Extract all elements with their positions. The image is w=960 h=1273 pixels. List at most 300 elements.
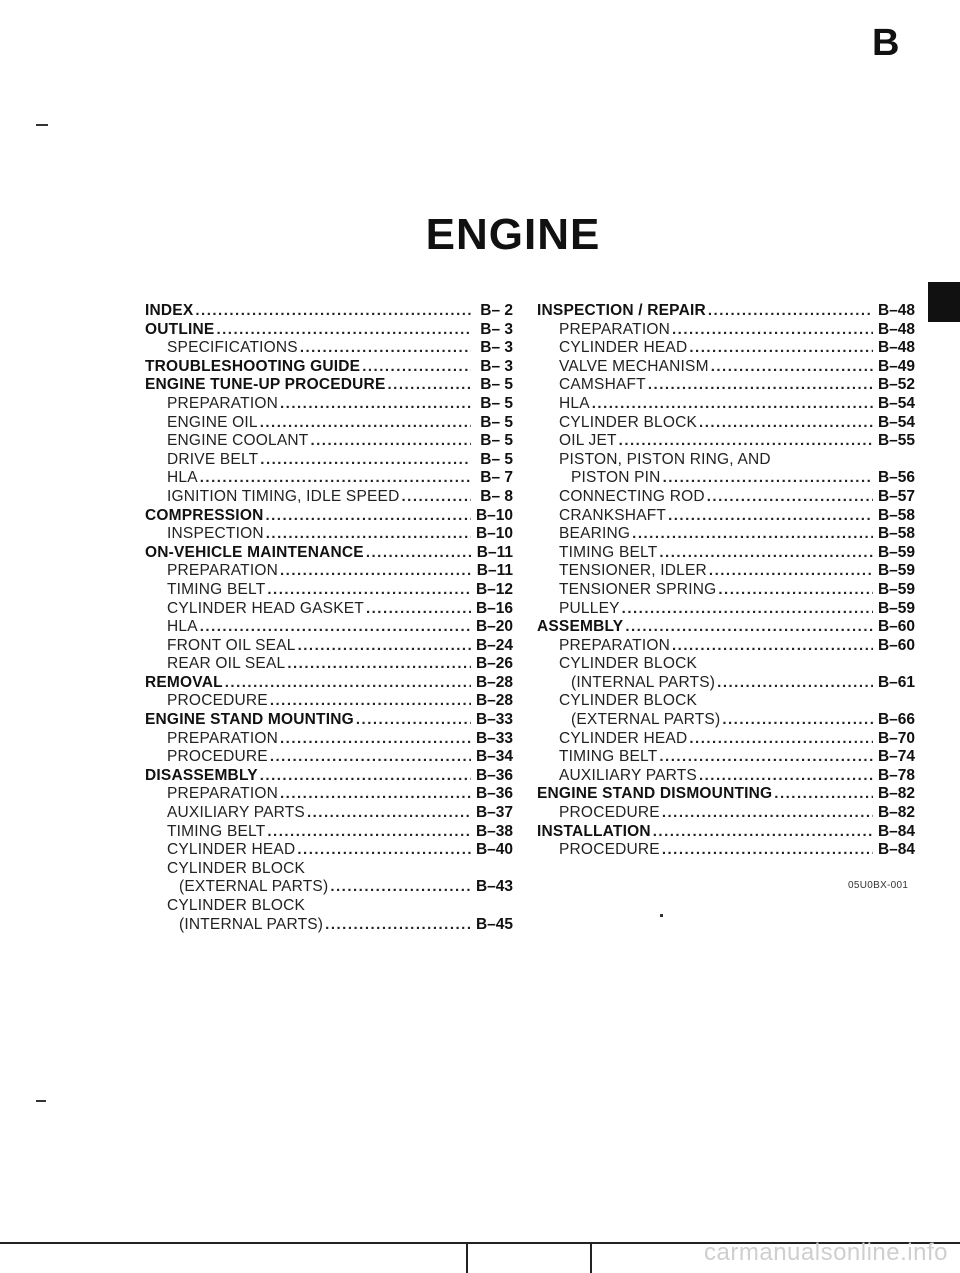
toc-page-number: B– 3 [480,339,513,357]
toc-label: (INTERNAL PARTS) [571,673,716,691]
toc-label: AUXILIARY PARTS [167,804,305,822]
toc-entry [537,376,915,395]
toc-row [145,358,513,377]
toc-page-number: B–20 [475,618,513,636]
toc-page-number: B–60 [877,636,915,654]
toc-row [145,878,513,897]
toc-leader-dots [280,730,471,749]
toc-entry [145,358,513,377]
toc-entry [537,451,915,488]
toc-leader-dots [689,730,873,749]
toc-row [537,600,915,619]
toc-row [145,767,513,786]
toc-row [145,544,513,563]
toc-leader-dots [717,674,873,693]
toc-leader-dots [711,358,873,377]
toc-leader-dots [270,748,471,767]
toc-entry [145,804,513,823]
toc-leader-dots [632,525,873,544]
toc-row [145,916,513,935]
toc-page-number: B– 5 [480,376,513,394]
toc-label: PULLEY [559,599,620,617]
toc-row [537,730,915,749]
toc-label: CYLINDER BLOCK [167,897,306,914]
toc-page-number: B–59 [877,543,915,561]
toc-row [145,637,513,656]
toc-page-number: B–82 [877,785,915,803]
toc-entry [537,785,915,804]
toc-leader-dots [668,507,873,526]
page-title: ENGINE [425,210,601,259]
toc-entry [537,637,915,656]
toc-leader-dots [267,581,471,600]
toc-label: PISTON, PISTON RING, AND [559,450,771,468]
toc-leader-dots [265,507,471,526]
toc-entry [537,544,915,563]
toc-leader-dots [401,488,471,507]
toc-label: CYLINDER BLOCK [167,859,306,877]
toc-leader-dots [200,618,471,637]
toc-leader-dots [388,376,472,395]
toc-label: IGNITION TIMING, IDLE SPEED [167,487,400,505]
toc-row [537,748,915,767]
toc-row [145,376,513,395]
toc-leader-dots [297,841,471,860]
toc-entry [145,767,513,786]
toc-entry [145,637,513,656]
toc-row [537,414,915,433]
toc-leader-dots [653,823,873,842]
toc-entry [145,376,513,395]
toc-page-number: B–57 [877,487,915,505]
toc-row [537,302,915,321]
toc-leader-dots [195,302,471,321]
toc-page-number: B–38 [475,822,513,840]
toc-page-number: B–66 [877,711,915,729]
toc-label: PROCEDURE [167,692,268,710]
toc-leader-dots [672,637,873,656]
toc-label: REMOVAL [145,673,223,691]
toc-row [537,562,915,581]
toc-row [145,488,513,507]
toc-leader-dots [267,823,471,842]
toc-leader-dots [270,692,471,711]
toc-entry [537,562,915,581]
toc-row [145,730,513,749]
toc-label: INSTALLATION [537,822,651,840]
toc-label: INSPECTION / REPAIR [537,302,706,319]
toc-row [537,655,915,674]
toc-entry [145,321,513,340]
toc-leader-dots [592,395,873,414]
toc-leader-dots [260,414,471,433]
toc-leader-dots [225,674,471,693]
toc-row [145,841,513,860]
toc-leader-dots [298,637,471,656]
toc-entry [537,730,915,749]
toc-row [537,692,915,711]
toc-leader-dots [260,451,471,470]
footer-tick [590,1242,592,1273]
toc-entry [145,562,513,581]
toc-page-number: B–59 [877,599,915,617]
toc-page-number: B– 7 [480,469,513,487]
toc-label: CYLINDER BLOCK [559,413,698,431]
toc-row [537,525,915,544]
toc-row [537,823,915,842]
toc-leader-dots [663,469,873,488]
toc-row [145,692,513,711]
toc-entry [537,823,915,842]
toc-left-column [145,302,513,934]
toc-entry [145,507,513,526]
toc-leader-dots [366,544,471,563]
toc-label: SPECIFICATIONS [167,339,298,357]
toc-entry [537,358,915,377]
toc-row [537,339,915,358]
toc-page-number: B–78 [877,766,915,784]
toc-leader-dots [622,600,873,619]
toc-page-number: B–28 [475,692,513,710]
toc-page-number: B–59 [877,580,915,598]
toc-entry [537,804,915,823]
watermark: carmanualsonline.info [704,1239,948,1266]
toc-label: CYLINDER BLOCK [559,692,698,710]
toc-page-number: B–52 [877,376,915,394]
toc-entry [145,432,513,451]
toc-page-number: B– 5 [480,432,513,450]
toc-leader-dots [366,600,471,619]
toc-page-number: B–55 [877,432,915,450]
toc-page-number: B–70 [877,729,915,747]
toc-leader-dots [330,878,471,897]
toc-page-number: B–54 [877,394,915,412]
toc-label: CYLINDER HEAD [559,339,688,357]
toc-entry [145,581,513,600]
toc-leader-dots [718,581,873,600]
toc-leader-dots [707,488,873,507]
footer-tick [466,1242,468,1273]
toc-page-number: B–48 [877,339,915,357]
toc-label: PREPARATION [167,562,279,580]
toc-label: PREPARATION [167,394,279,412]
toc-page-number: B–28 [475,673,513,691]
toc-leader-dots [659,748,873,767]
toc-entry [537,767,915,786]
toc-leader-dots [619,432,873,451]
toc-page-number: B–58 [877,506,915,524]
toc-page-number: B–60 [877,618,915,636]
toc-label: HLA [559,394,590,412]
toc-entry [145,302,513,321]
toc-page-number: B–56 [877,469,915,487]
toc-row [145,618,513,637]
toc-entry [537,432,915,451]
toc-entry [145,730,513,749]
toc-page-number: B–43 [475,878,513,896]
toc-label: DISASSEMBLY [145,766,258,784]
toc-row [145,395,513,414]
toc-label: COMPRESSION [145,506,264,524]
toc-leader-dots [699,767,873,786]
toc-label: PREPARATION [167,785,279,803]
toc-label: TIMING BELT [167,580,266,598]
toc-leader-dots [310,432,471,451]
toc-entry [145,655,513,674]
toc-page-number: B–48 [877,302,915,319]
toc-row [145,451,513,470]
toc-page-number: B–10 [475,506,513,524]
toc-entry [145,451,513,470]
toc-row [145,748,513,767]
toc-page-number: B–36 [475,766,513,784]
toc-leader-dots [708,302,873,321]
toc-label: CYLINDER BLOCK [559,655,698,673]
toc-row [537,507,915,526]
toc-entry [537,618,915,637]
toc-leader-dots [266,525,471,544]
toc-page-number: B–16 [475,599,513,617]
toc-label: PREPARATION [559,320,671,338]
toc-page-number: B–59 [877,562,915,580]
toc-row [537,767,915,786]
toc-entry [537,692,915,729]
toc-row [537,711,915,730]
toc-page-number: B–10 [475,525,513,543]
toc-row [145,339,513,358]
toc-leader-dots [648,376,873,395]
toc-row [537,841,915,860]
toc-label: PROCEDURE [559,841,660,859]
toc-page-number: B–36 [475,785,513,803]
toc-leader-dots [709,562,873,581]
toc-page-number: B–34 [475,748,513,766]
toc-leader-dots [699,414,873,433]
toc-label: ENGINE STAND DISMOUNTING [537,785,773,803]
toc-page-number: B–48 [877,320,915,338]
toc-entry [537,655,915,692]
toc-leader-dots [722,711,873,730]
toc-leader-dots [625,618,873,637]
toc-label: FRONT OIL SEAL [167,636,296,654]
toc-label: CYLINDER HEAD GASKET [167,599,364,617]
toc-entry [537,488,915,507]
toc-row [537,395,915,414]
toc-leader-dots [300,339,471,358]
toc-leader-dots [362,358,471,377]
speck [36,1100,46,1102]
toc-row [145,562,513,581]
toc-row [145,785,513,804]
toc-row [537,804,915,823]
toc-row [145,414,513,433]
toc-label: PREPARATION [559,636,671,654]
toc-label: OIL JET [559,432,617,450]
toc-entry [537,302,915,321]
toc-page-number: B–11 [476,543,513,561]
section-tab-marker [928,282,960,322]
toc-row [145,581,513,600]
toc-page-number: B– 5 [480,413,513,431]
toc-entry [145,785,513,804]
toc-row [537,451,915,470]
toc-label: (EXTERNAL PARTS) [571,711,721,729]
toc-label: AUXILIARY PARTS [559,766,697,784]
toc-label: TROUBLESHOOTING GUIDE [145,357,361,375]
toc-row [145,823,513,842]
toc-entry [145,414,513,433]
toc-leader-dots [672,321,873,340]
toc-entry [145,748,513,767]
toc-entry [537,600,915,619]
toc-page-number: B–49 [877,357,915,375]
figure-code: 05U0BX-001 [848,880,909,891]
toc-entry [145,544,513,563]
toc-right-column [537,302,915,860]
toc-page-number: B–45 [475,915,513,933]
toc-page-number: B–54 [877,413,915,431]
toc-entry [537,395,915,414]
toc-label: (INTERNAL PARTS) [179,915,324,933]
toc-label: INSPECTION [167,525,264,543]
toc-label: HLA [167,618,198,636]
toc-entry [145,618,513,637]
toc-row [145,674,513,693]
toc-row [145,655,513,674]
toc-row [145,525,513,544]
toc-leader-dots [325,916,471,935]
toc-page-number: B–82 [877,804,915,822]
toc-label: BEARING [559,525,631,543]
toc-label: TENSIONER SPRING [559,580,717,598]
toc-label: CRANKSHAFT [559,506,667,524]
toc-label: TIMING BELT [167,822,266,840]
toc-page-number: B–74 [877,748,915,766]
toc-label: ENGINE COOLANT [167,432,309,450]
toc-page-number: B– 2 [480,302,513,319]
toc-label: CYLINDER HEAD [167,841,296,859]
toc-label: PREPARATION [167,729,279,747]
toc-label: CYLINDER HEAD [559,729,688,747]
toc-label: (EXTERNAL PARTS) [179,878,329,896]
toc-entry [145,525,513,544]
toc-page-number: B–84 [877,822,915,840]
toc-row [537,674,915,693]
toc-row [145,804,513,823]
toc-leader-dots [689,339,873,358]
toc-label: TENSIONER, IDLER [559,562,707,580]
toc-row [537,432,915,451]
toc-entry [537,525,915,544]
toc-entry [145,674,513,693]
toc-leader-dots [662,804,873,823]
toc-entry [537,748,915,767]
toc-row [145,600,513,619]
toc-entry [145,692,513,711]
toc-row [537,581,915,600]
toc-row [145,897,513,916]
toc-row [145,860,513,879]
toc-leader-dots [280,562,471,581]
speck [660,914,663,917]
toc-entry [145,600,513,619]
toc-page-number: B–11 [476,562,513,580]
toc-row [145,302,513,321]
toc-row [145,711,513,730]
toc-row [537,488,915,507]
toc-entry [145,339,513,358]
toc-entry [145,823,513,842]
toc-entry [145,469,513,488]
toc-page-number: B–26 [475,655,513,673]
toc-entry [145,395,513,414]
toc-label: OUTLINE [145,320,215,338]
speck [36,124,48,126]
toc-leader-dots [200,469,471,488]
toc-label: ENGINE TUNE-UP PROCEDURE [145,376,386,394]
toc-label: DRIVE BELT [167,450,259,468]
toc-page-number: B–12 [475,580,513,598]
toc-row [145,469,513,488]
toc-page-number: B–33 [475,729,513,747]
toc-row [537,637,915,656]
toc-leader-dots [260,767,471,786]
toc-page-number: B– 3 [480,357,513,375]
toc-page-number: B–58 [877,525,915,543]
toc-row [537,358,915,377]
section-letter: B [872,22,900,64]
toc-label: ENGINE OIL [167,413,258,431]
toc-label: TIMING BELT [559,748,658,766]
toc-label: CONNECTING ROD [559,487,705,505]
toc-label: INDEX [145,302,194,319]
toc-page-number: B– 5 [480,394,513,412]
toc-entry [145,488,513,507]
toc-label: PROCEDURE [167,748,268,766]
toc-label: ENGINE STAND MOUNTING [145,711,354,729]
toc-row [145,321,513,340]
toc-entry [145,860,513,897]
toc-row [537,469,915,488]
toc-label: CAMSHAFT [559,376,646,394]
toc-entry [537,841,915,860]
toc-leader-dots [774,785,873,804]
toc-page-number: B– 5 [480,450,513,468]
toc-entry [145,897,513,934]
toc-leader-dots [662,841,873,860]
toc-row [145,432,513,451]
toc-leader-dots [356,711,471,730]
toc-row [537,544,915,563]
toc-label: VALVE MECHANISM [559,357,709,375]
toc-row [537,785,915,804]
toc-entry [537,507,915,526]
toc-entry [537,414,915,433]
toc-page-number: B– 3 [480,320,513,338]
toc-label: TIMING BELT [559,543,658,561]
toc-entry [537,321,915,340]
toc-entry [537,339,915,358]
toc-leader-dots [216,321,471,340]
toc-entry [145,711,513,730]
toc-entry [145,841,513,860]
toc-label: ON-VEHICLE MAINTENANCE [145,543,364,561]
toc-page-number: B– 8 [480,487,513,505]
toc-leader-dots [287,655,471,674]
toc-page-number: B–33 [475,711,513,729]
toc-page-number: B–24 [475,636,513,654]
toc-label: PROCEDURE [559,804,660,822]
